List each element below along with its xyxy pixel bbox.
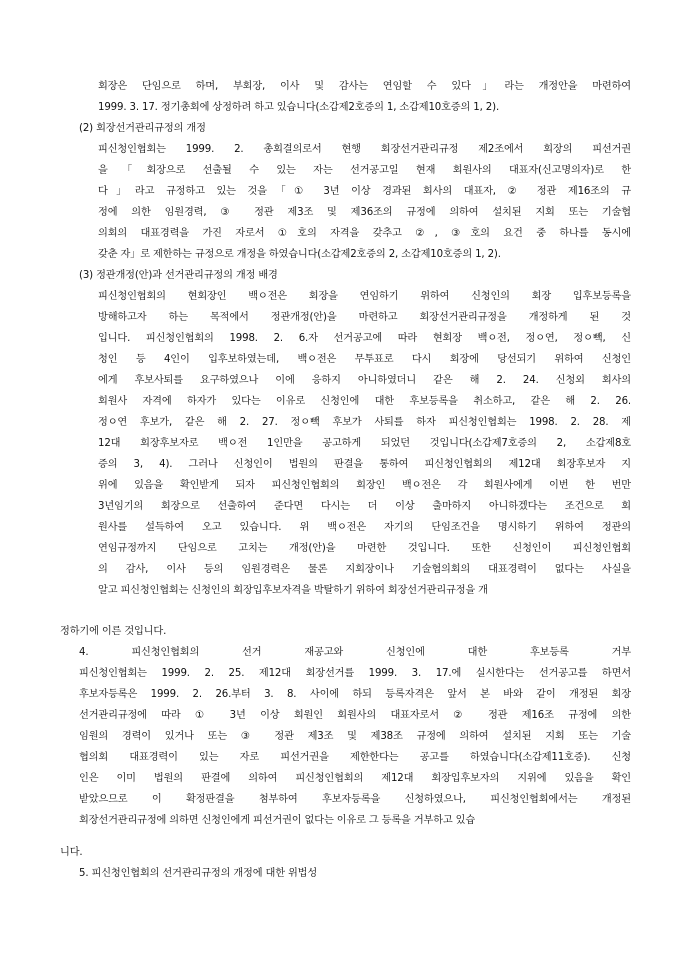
section-heading: 니다. <box>60 847 83 858</box>
text-line: 1999. 3. 17. 정기총회에 상정하려 하고 있습니다(소갑제2호증의 1, 소갑제10호증의 1, 2). <box>98 102 500 113</box>
text-line: 인은 이미 법원의 판결에 의하여 피신청인협회의 제12대 회장입후보자의 지위에 있음을 확인 <box>79 773 631 784</box>
text-line: 에게 후보사퇴를 요구하였으나 이에 응하지 아니하였더니 같은 해 2. 24. 신청외 회사의 <box>98 375 631 386</box>
text-line: 피신청인협회는 1999. 2. 25. 제12대 회장선거를 1999. 3. 17.에 실시한다는 선거공고를 하면서 <box>79 668 631 679</box>
text-line: 갖춘 자」로 제한하는 규정으로 개정을 하였습니다(소갑제2호증의 2, 소갑제10호증의 1, 2). <box>98 249 501 260</box>
subsection-heading: (3) 정관개정(안)과 선거관리규정의 개정 배경 <box>79 270 278 281</box>
text-line: 청인 등 4인이 입후보하였는데, 백ㅇ전은 무투표로 다시 회장에 당선되기 위하여 신청인 <box>98 354 631 365</box>
section-heading: 정하기에 이른 것입니다. <box>60 626 167 637</box>
text-line: 받았으므로 이 확정판결을 첨부하여 후보자등록을 신청하였으나, 피신청인협회에서는 개정된 <box>79 794 631 805</box>
text-line: 회장은 단임으로 하며, 부회장, 이사 및 감사는 연임할 수 있다」라는 개정안을 마련하여 <box>98 81 631 92</box>
text-line: 의회의 대표경력을 가진 자로서 ①호의 자격을 갖추고 ②, ③호의 요건 중 하나를 동시에 <box>98 228 631 239</box>
text-line: 방해하고자 하는 목적에서 정관개정(안)을 마련하고 회장선거관리규정을 개정하게 된 것 <box>98 312 631 323</box>
text-line: 연임규정까지 단임으로 고치는 개정(안)을 마련한 것입니다. 또한 신청인이 피신청인협회 <box>98 543 631 554</box>
text-line: 다」라고 규정하고 있는 것을「① 3년 이상 경과된 회사의 대표자, ② 정관 제16조의 규 <box>98 186 631 197</box>
text-line: 임원의 경력이 있거나 또는 ③ 정관 제3조 및 제38조 규정에 의하여 설치된 지회 또는 기술 <box>79 731 631 742</box>
text-line: 4. 피신청인협회의 선거 재공고와 신청인에 대한 후보등록 거부 <box>79 647 631 658</box>
text-line: 회장선거관리규정에 의하면 신청인에게 피선거권이 없다는 이유로 그 등록을 거부하고 있습 <box>79 815 476 826</box>
text-line: 입니다. 피신청인협회의 1998. 2. 6.자 선거공고에 따라 현회장 백ㅇ전, 정ㅇ연, 정ㅇ빽, 신 <box>98 333 631 344</box>
text-line: 선거관리규정에 따라 ① 3년 이상 회원인 회원사의 대표자로서 ② 정관 제16조 규정에 의한 <box>79 710 631 721</box>
subsection-heading: (2) 회장선거관리규정의 개정 <box>79 123 206 134</box>
text-line: 회원사 자격에 하자가 있다는 이유로 신청인에 대한 후보등록을 취소하고, 같은 해 2. 26. <box>98 396 631 407</box>
text-line: 협의회 대표경력이 있는 자로 피선거권을 제한한다는 공고를 하였습니다(소갑제11호증). 신청 <box>79 752 631 763</box>
text-line: 후보자등록은 1999. 2. 26.부터 3. 8. 사이에 하되 등록자격은 앞서 본 바와 같이 개정된 회장 <box>79 689 631 700</box>
text-line: 정에 의한 임원경력, ③ 정관 제3조 및 제36조의 규정에 의하여 설치된 지회 또는 기술협 <box>98 207 631 218</box>
subsection-heading: 5. 피신청인협회의 선거관리규정의 개정에 대한 위법성 <box>79 868 318 879</box>
text-line: 위에 있음을 확인받게 되자 피신청인협회의 회장인 백ㅇ전은 각 회원사에게 이번 한 번만 <box>98 480 631 491</box>
text-line: 피신청인협회는 1999. 2. 총회결의로서 현행 회장선거관리규정 제2조에서 회장의 피선거권 <box>98 144 631 155</box>
text-line: 알고 피신청인협회는 신청인의 회장입후보자격을 박탈하기 위하여 회장선거관리규정을 개 <box>98 585 488 596</box>
text-line: 원사를 설득하여 오고 있습니다. 위 백ㅇ전은 자기의 단임조건을 명시하기 위하여 정관의 <box>98 522 631 533</box>
text-line: 3년임기의 회장으로 선출하여 준다면 다시는 더 이상 출마하지 아니하겠다는 조건으로 회 <box>98 501 631 512</box>
text-line: 을「회장으로 선출될 수 있는 자는 선거공고일 현재 회원사의 대표자(신고명의자)로 한 <box>98 165 631 176</box>
text-line: 12대 회장후보자로 백ㅇ전 1인만을 공고하게 되었던 것입니다(소갑제7호증의 2, 소갑제8호 <box>98 438 631 449</box>
text-line: 의 감사, 이사 등의 임원경력은 물론 지회장이나 기술협의회의 대표경력이 없다는 사실을 <box>98 564 631 575</box>
text-line: 증의 3, 4). 그러나 신청인이 법원의 판결을 통하여 피신청인협회의 제12대 회장후보자 지 <box>98 459 631 470</box>
text-line: 정ㅇ연 후보가, 같은 해 2. 27. 정ㅇ빽 후보가 사퇴를 하자 피신청인협회는 1998. 2. 28. 제 <box>98 417 631 428</box>
text-line: 피신청인협회의 현회장인 백ㅇ전은 회장을 연임하기 위하여 신청인의 회장 입후보등록을 <box>98 291 631 302</box>
